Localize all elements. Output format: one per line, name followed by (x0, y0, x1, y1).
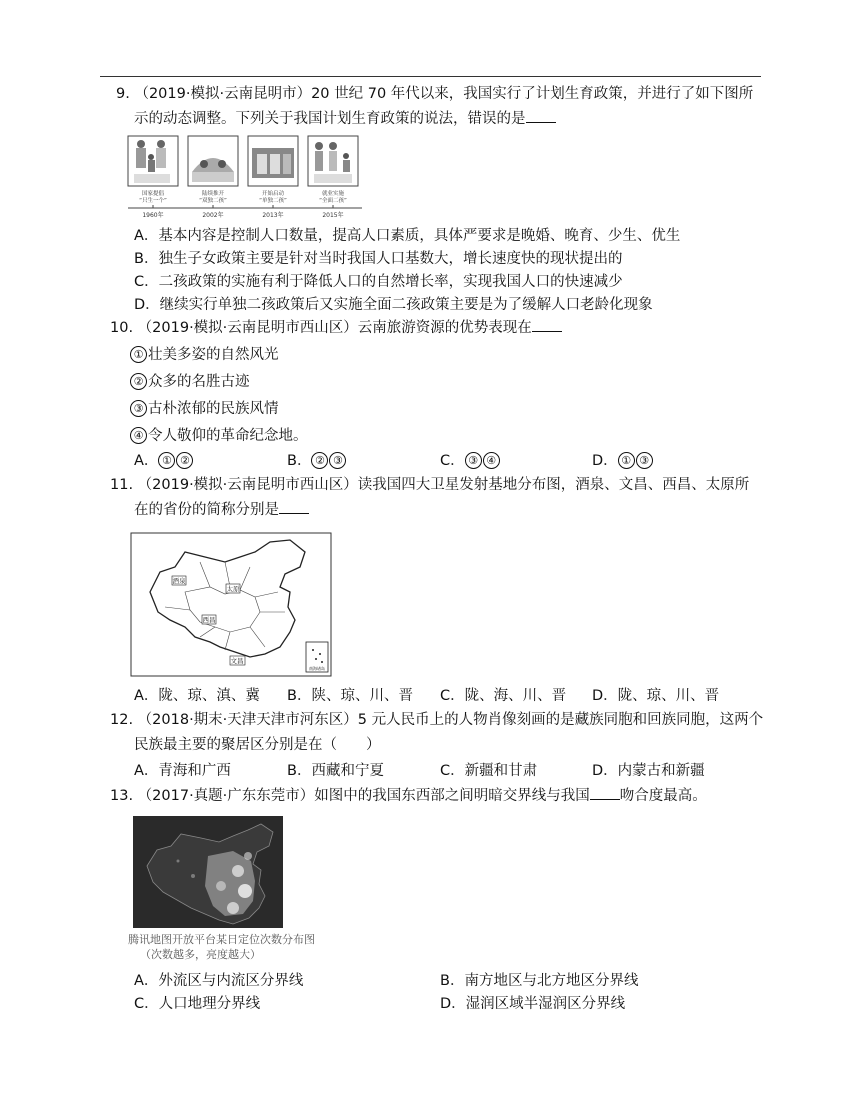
q13-option-c[interactable]: C．人口地理分界线 (134, 996, 261, 1012)
q13-caption-2: （次数越多，亮度越大） (140, 948, 261, 961)
q13-night-light-map (133, 816, 283, 928)
q10-item-3 (130, 398, 279, 420)
q9-text1: 20 世纪 70 年代以来，我国实行了计划生育政策，并进行了如下图所 (311, 86, 754, 102)
q9-year-1960: 1960年 (142, 212, 164, 219)
q10-source: （2019·模拟·云南昆明市西山区） (137, 320, 358, 336)
q9-caption-2002a: 陆续推开 (201, 191, 225, 197)
q10-item-1-mark: ① (130, 346, 147, 363)
q9-panel-2015 (308, 136, 358, 186)
q10-option-d-letter: D． (592, 453, 618, 469)
q10-item-2 (130, 371, 250, 393)
header-rule (100, 76, 761, 77)
q9-year-2015: 2015年 (322, 212, 344, 219)
q10-option-c-mark1: ③ (465, 452, 482, 469)
q9-policy-figure (126, 134, 366, 220)
q10-option-a[interactable] (134, 450, 194, 472)
q10-item-2-text: 众多的名胜古迹 (148, 374, 250, 390)
q9-option-b[interactable]: B．独生子女政策主要是针对当时我国人口基数大，增长速度快的现状提出的 (134, 251, 623, 267)
q9-number: 9. (116, 86, 130, 102)
q12-stem-line1 (110, 709, 763, 731)
q9-caption-2015a: 就业实施 (321, 191, 345, 197)
q10-option-d[interactable] (592, 450, 654, 472)
q11-stem-line2 (134, 499, 309, 521)
map-label-xichang: 西昌 (202, 616, 216, 624)
q13-caption-1: 腾讯地图开放平台某日定位次数分布图 (128, 933, 315, 946)
q12-stem-line2: 民族最主要的聚居区分别是在（ ） (134, 737, 381, 753)
q12-number: 12. (110, 712, 134, 728)
q10-option-b-mark1: ② (311, 452, 328, 469)
q12-source: （2018·期末·天津天津市河东区） (137, 712, 358, 728)
q10-option-b-letter: B． (287, 453, 312, 469)
q11-source: （2019·模拟·云南昆明市西山区） (137, 477, 358, 493)
q13-option-d[interactable]: D．湿润区域半湿润区分界线 (440, 996, 626, 1012)
q12-option-a[interactable]: A．青海和广西 (134, 763, 231, 779)
q9-option-d[interactable]: D．继续实行单独二孩政策后又实施全面二孩政策主要是为了缓解人口老龄化现象 (134, 297, 653, 313)
q10-option-c-letter: C． (440, 453, 465, 469)
q12-option-d[interactable]: D．内蒙古和新疆 (592, 763, 705, 779)
q11-text2: 在的省份的简称分别是 (134, 502, 279, 518)
q12-option-b[interactable]: B．西藏和宁夏 (287, 763, 384, 779)
q9-panel-1960 (128, 136, 178, 186)
q9-caption-2013b: “单独二孩” (259, 198, 287, 204)
q13-source: （2017·真题·广东东莞市） (137, 788, 315, 804)
q9-stem-line1 (116, 83, 753, 105)
q10-option-c[interactable] (440, 450, 501, 472)
q10-option-d-mark2: ③ (636, 452, 653, 469)
q13-option-b[interactable]: B．南方地区与北方地区分界线 (440, 973, 639, 989)
q9-source: （2019·模拟·云南昆明市） (134, 86, 312, 102)
q10-option-a-letter: A． (134, 453, 159, 469)
q10-item-4 (130, 425, 308, 447)
q13-option-a[interactable]: A．外流区与内流区分界线 (134, 973, 304, 989)
q13-stem (110, 785, 707, 807)
q9-option-c[interactable]: C．二孩政策的实施有利于降低人口的自然增长率，实现我国人口的快速减少 (134, 274, 623, 290)
q9-option-a[interactable]: A．基本内容是控制人口数量，提高人口素质，具体严要求是晚婚、晚育、少生、优生 (134, 228, 681, 244)
q13-number: 13. (110, 788, 134, 804)
q10-stem (110, 317, 562, 339)
q9-answer-blank (526, 108, 556, 123)
q10-number: 10. (110, 320, 134, 336)
q9-text2: 示的动态调整。下列关于我国计划生育政策的说法，错误的是 (134, 111, 526, 127)
q13-answer-blank (590, 785, 620, 800)
q10-item-4-text: 令人敬仰的革命纪念地。 (148, 428, 308, 444)
map-label-taiyuan: 太原 (226, 585, 240, 593)
q13-text-before: 如图中的我国东西部之间明暗交界线与我国 (314, 788, 590, 804)
q11-text1: 读我国四大卫星发射基地分布图，酒泉、文昌、西昌、太原所 (357, 477, 750, 493)
q9-panel-2013 (248, 136, 298, 186)
q10-item-2-mark: ② (130, 373, 147, 390)
q10-item-4-mark: ④ (130, 427, 147, 444)
q9-caption-1960a: 国家提倡 (141, 191, 165, 197)
q10-option-b[interactable] (287, 450, 347, 472)
q11-number: 11. (110, 477, 134, 493)
q10-item-3-mark: ③ (130, 400, 147, 417)
q10-option-c-mark2: ④ (483, 452, 500, 469)
q11-option-c[interactable]: C．陇、海、川、晋 (440, 688, 567, 704)
q10-item-1-text: 壮美多姿的自然风光 (148, 347, 279, 363)
q10-answer-blank (532, 317, 562, 332)
q12-option-c[interactable]: C．新疆和甘肃 (440, 763, 538, 779)
q11-option-d[interactable]: D．陇、琼、川、晋 (592, 688, 720, 704)
q12-text1: 5 元人民币上的人物肖像刻画的是藏族同胞和回族同胞，这两个 (357, 712, 764, 728)
q11-option-a[interactable]: A．陇、琼、滇、冀 (134, 688, 260, 704)
q9-caption-2013a: 开始启动 (261, 191, 285, 197)
map-label-wenchang: 文昌 (230, 657, 244, 665)
map-label-jiuquan: 酒泉 (172, 577, 186, 585)
q11-china-map (130, 532, 332, 677)
q10-item-3-text: 古朴浓郁的民族风情 (148, 401, 279, 417)
q9-caption-2015b: “全面二孩” (319, 198, 347, 204)
q10-option-d-mark1: ① (618, 452, 635, 469)
q10-item-1 (130, 344, 279, 366)
q13-text-after: 吻合度最高。 (619, 788, 707, 804)
q11-answer-blank (279, 499, 309, 514)
inset-label: 南海诸岛 (309, 666, 325, 671)
q10-text: 云南旅游资源的优势表现在 (357, 320, 532, 336)
q11-stem-line1 (110, 474, 749, 496)
q9-caption-1960b: “只生一个” (139, 198, 167, 204)
q9-panel-2002 (188, 136, 238, 186)
q9-year-2002: 2002年 (202, 212, 224, 219)
q11-option-b[interactable]: B．陕、琼、川、晋 (287, 688, 413, 704)
q10-option-a-mark2: ② (176, 452, 193, 469)
q9-year-2013: 2013年 (262, 212, 284, 219)
q9-caption-2002b: “双独二孩” (199, 198, 227, 204)
q10-option-a-mark1: ① (158, 452, 175, 469)
q10-option-b-mark2: ③ (329, 452, 346, 469)
q9-stem-line2 (134, 108, 556, 130)
